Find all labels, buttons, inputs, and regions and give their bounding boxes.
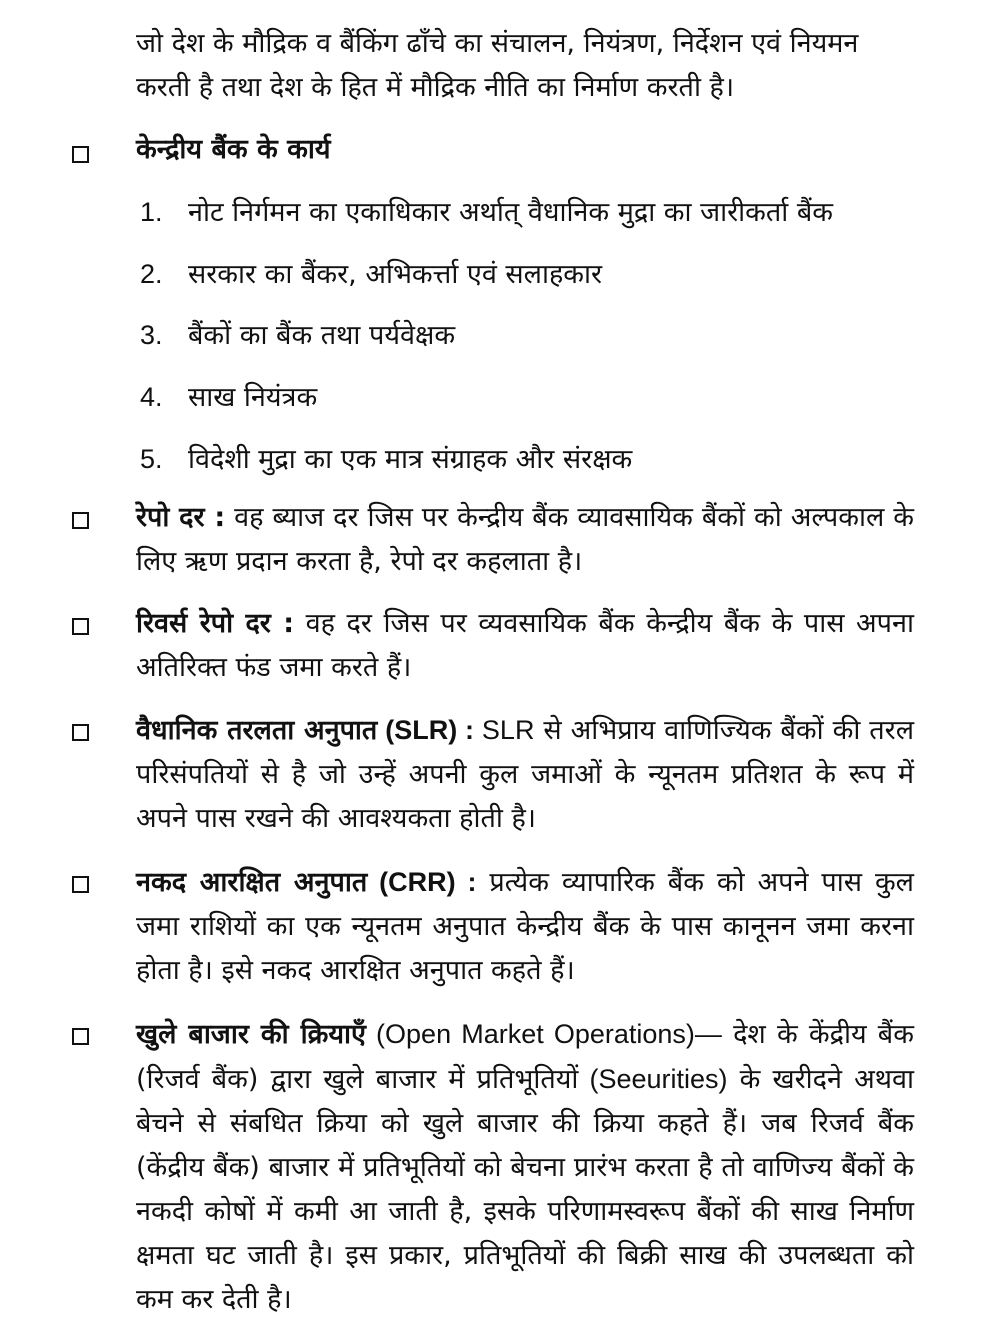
list-item <box>140 192 833 233</box>
list-number: 5. <box>140 444 163 474</box>
omo-text-2: के खरीदने अथवा बेचने से संबधित क्रिया को खुले बाजार की क्रिया कहते हैं। जब रिजर्व बैंक (केंद्रीय बैंक) बाजार में प्रतिभूतियों को बेचना प्रारंभ करता है तो वाणिज्य बैंकों के नकदी कोषों में कमी आ जाती है, इसके परिणामस्वरूप बैंकों की साख निर्माण क्षमता घट जाती है। इस प्रकार, प्रतिभूतियों की बिक्री साख की उपलब्धता को कम कर देती है। <box>136 1064 915 1315</box>
list-number: 1. <box>140 197 163 227</box>
list-number: 2. <box>140 259 163 289</box>
intro-paragraph <box>136 22 914 110</box>
checkbox-bullet-icon <box>72 876 89 893</box>
intro-line-1: जो देश के मौद्रिक व बैंकिंग ढाँचे का संचालन, नियंत्रण, निर्देशन एवं नियमन <box>136 28 859 59</box>
slr-abbr: (SLR) : <box>377 715 475 745</box>
checkbox-bullet-icon <box>72 512 89 529</box>
list-number: 3. <box>140 320 163 350</box>
repo-rate-paragraph <box>136 496 914 584</box>
list-text: विदेशी मुद्रा का एक मात्र संग्राहक और संरक्षक <box>188 444 633 475</box>
omo-english-securities: (Seeurities) <box>578 1064 728 1094</box>
slr-paragraph <box>136 708 914 841</box>
crr-text: प्रत्येक व्यापारिक बैंक को अपने पास कुल जमा राशियों का एक न्यूनतम अनुपात केन्द्रीय बैंक के पास कानूनन जमा करना होता है। इसे नकद आरक्षित अनुपात कहते हैं। <box>136 867 914 986</box>
checkbox-bullet-icon <box>72 618 89 635</box>
repo-rate-term: रेपो दर : <box>136 502 226 533</box>
list-number: 4. <box>140 382 163 412</box>
list-text: नोट निर्गमन का एकाधिकार अर्थात् वैधानिक मुद्रा का जारीकर्ता बैंक <box>188 197 834 228</box>
omo-english-term: (Open Market Operations)— <box>365 1019 722 1049</box>
checkbox-bullet-icon <box>72 724 89 741</box>
reverse-repo-paragraph <box>136 602 914 690</box>
checkbox-bullet-icon <box>72 1028 89 1045</box>
slr-text: से अभिप्राय वाणिज्यिक बैंकों की तरल परिसंपतियों से है जो उन्हें अपनी कुल जमाओं के न्यूनतम प्रतिशत के रूप में अपने पास रखने की आवश्यकता होती है। <box>136 715 914 834</box>
list-text: साख नियंत्रक <box>188 382 318 413</box>
slr-abbr-ref: SLR <box>474 715 535 745</box>
checkbox-bullet-icon <box>72 146 89 163</box>
omo-text-1: देश के केंद्रीय बैंक (रिजर्व बैंक) द्वारा खुले बाजार में प्रतिभूतियों <box>136 1019 914 1095</box>
list-text: सरकार का बैंकर, अभिकर्त्ता एवं सलाहकार <box>188 259 603 290</box>
list-item <box>140 439 632 480</box>
repo-rate-text: वह ब्याज दर जिस पर केन्द्रीय बैंक व्यावसायिक बैंकों को अल्पकाल के लिए ऋण प्रदान करता है, रेपो दर कहलाता है। <box>136 502 914 577</box>
list-item <box>140 377 317 418</box>
reverse-repo-term: रिवर्स रेपो दर : <box>136 608 295 639</box>
list-item <box>140 254 602 295</box>
reverse-repo-text: वह दर जिस पर व्यवसायिक बैंक केन्द्रीय बैंक के पास अपना अतिरिक्त फंड जमा करते हैं। <box>136 608 914 683</box>
list-text: बैंकों का बैंक तथा पर्यवेक्षक <box>188 320 456 351</box>
omo-term: खुले बाजार की क्रियाएँ <box>136 1019 366 1050</box>
crr-abbr: (CRR) : <box>367 867 477 897</box>
crr-paragraph <box>136 860 914 993</box>
functions-heading: केन्द्रीय बैंक के कार्य <box>136 134 331 165</box>
slr-term: वैधानिक तरलता अनुपात <box>136 715 378 746</box>
list-item <box>140 315 455 356</box>
crr-term: नकद आरक्षित अनुपात <box>136 867 368 898</box>
omo-paragraph <box>136 1012 914 1322</box>
intro-line-2: करती है तथा देश के हित में मौद्रिक नीति का निर्माण करती है। <box>136 72 735 103</box>
